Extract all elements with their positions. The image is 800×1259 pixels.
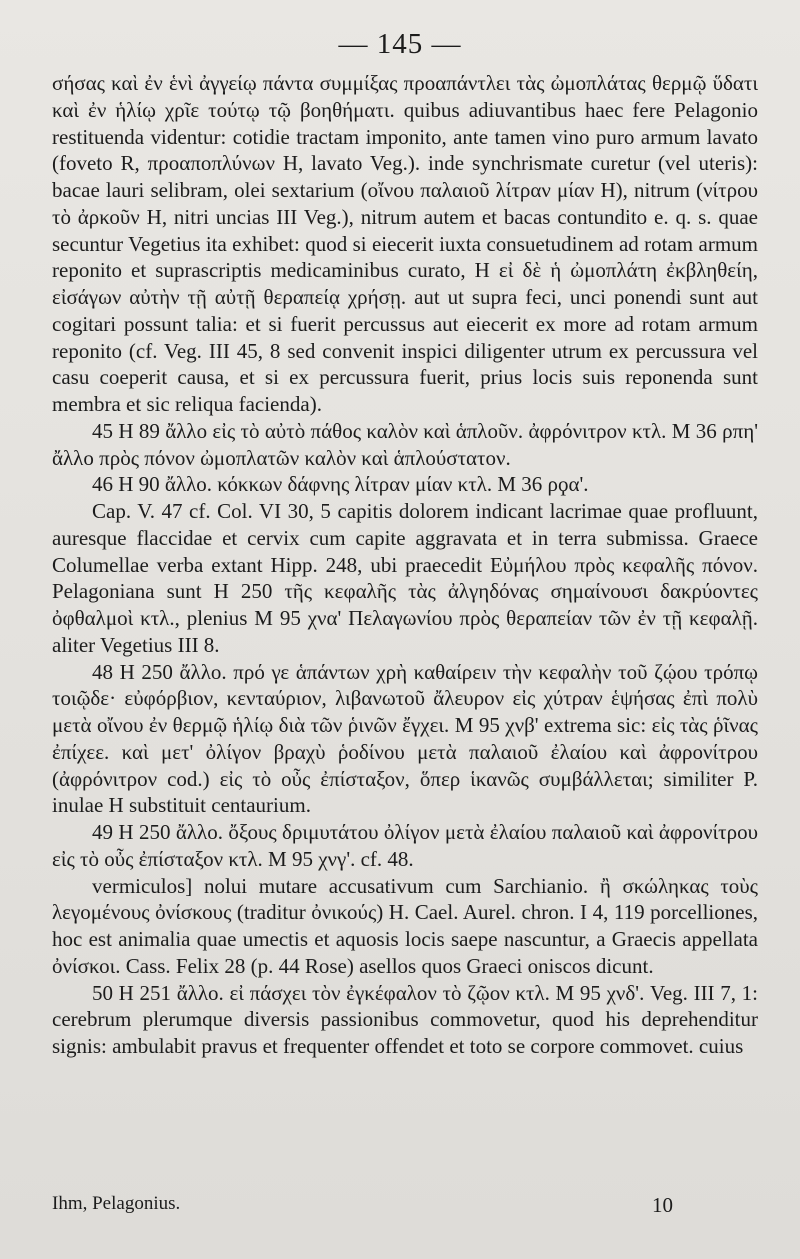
paragraph-cap-v: Cap. V. 47 cf. Col. VI 30, 5 capitis dolorem indicant lacrimae quae profluunt, auresque flaccidae et cervix cum capite aggravata et in terra submissa. Graece Columellae verba extant Hipp. 248, ubi praecedit Εὐμήλου πρὸς κεφαλῆς πόνον. Pelagoniana sunt H 250 τῆς κεφαλῆς τὰς ἀλγηδόνας σημαίνουσι δακρύοντες ὀφθαλμοὶ κτλ., plenius M 95 χνα' Πελαγωνίου πρὸς θεραπείαν τῶν ἐν τῇ κεφαλῇ. aliter Vegetius III 8. bbox=[52, 499, 758, 657]
paragraph-48: 48 H 250 ἄλλο. πρό γε ἁπάντων χρὴ καθαίρειν τὴν κεφαλὴν τοῦ ζῴου τρόπῳ τοιῷδε· εὐφόρβιον, κενταύριον, λιβανωτοῦ ἄλευρον εἰς χύτραν ἑψήσας ἐπὶ πολὺ μετὰ οἴνου ἐν θερμῷ ἡλίῳ διὰ τῶν ῥινῶν ἔγχει. M 95 χνβ' extrema sic: εἰς τὰς ῥῖνας ἐπίχεε. καὶ μετ' ὀλίγον βραχὺ ῥοδίνου μετὰ παλαιοῦ ἐλαίου καὶ ἀφρονίτρου (ἀφρόνιτρον cod.) εἰς τὸ οὖς ἐπίσταξον, ὅπερ ἱκανῶς συμβάλλεται; similiter P. inulae H substituit centaurium. bbox=[52, 659, 758, 818]
paragraph-49: 49 H 250 ἄλλο. ὄξους δριμυτάτου ὀλίγον μετὰ ἐλαίου παλαιοῦ καὶ ἀφρονίτρου εἰς τὸ οὖς ἐπίσταξον κτλ. M 95 χνγ'. cf. 48. bbox=[52, 820, 758, 871]
main-text bbox=[52, 70, 758, 1060]
page-number-header: — 145 — bbox=[338, 28, 462, 60]
page-footer bbox=[52, 1193, 758, 1215]
paragraph-1: σήσας καὶ ἐν ἑνὶ ἀγγείῳ πάντα συμμίξας προαπάντλει τὰς ὠμοπλάτας θερμῷ ὕδατι καὶ ἐν ἡλίῳ χρῖε τούτῳ τῷ βοηθήματι. quibus adiuvantibus haec fere Pelagonio restituenda videntur: cotidie tractam imponito, ante tamen vino puro armum lavato (foveto R, προαποπλύνων H, lavato Veg.). inde synchrismate curetur (vel uteris): bacae lauri selibram, olei sextarium (οἴνου παλαιοῦ λίτραν μίαν H), nitrum (νίτρου τὸ ἀρκοῦν H, nitri uncias III Veg.), nitrum autem et bacas contundito e. q. s. quae secuntur Vegetius ita exhibet: quod si eiecerit iuxta consuetudinem ad rotam armum reponito et suprascriptis medicaminibus curato, H εἰ δὲ ἡ ὠμοπλάτη ἐκβληθείη, εἰσάγων αὐτὴν τῇ αὐτῇ θεραπείᾳ χρήσῃ. aut ut supra feci, unci ponendi sunt aut cogitari possunt talia: et si fuerit percussus aut eiecerit ex more ad rotam armum reponito (cf. Veg. III 45, 8 sed convenit inspici diligenter utrum ex percussura vel casu coeperit causa, et si ex percussura fuerit, prius locis suis reponenda sunt membra et sic reliqua facienda). bbox=[52, 71, 758, 416]
paragraph-46: 46 H 90 ἄλλο. κόκκων δάφνης λίτραν μίαν κτλ. M 36 ρϙα'. bbox=[92, 472, 589, 497]
paragraph-vermiculos: vermiculos] nolui mutare accusativum cum Sarchianio. ἢ σκώληκας τοὺς λεγομένους ὀνίσκους (traditur ὀνικούς) H. Cael. Aurel. chron. I 4, 119 porcelliones, hoc est animalia quae umectis et aquosis locis saepe nascuntur, a Graecis appellata ὀνίσκοι. Cass. Felix 28 (p. 44 Rose) asellos quos Graeci oniscos dicunt. bbox=[52, 873, 758, 978]
paragraph-45: 45 H 89 ἄλλο εἰς τὸ αὐτὸ πάθος καλὸν καὶ ἁπλοῦν. ἀφρόνιτρον κτλ. M 36 ρπη' ἄλλο πρὸς πόνον ὠμοπλατῶν καλὸν καὶ ἁπλούστατον. bbox=[52, 418, 758, 470]
footer-author: Ihm, Pelagonius. bbox=[52, 1193, 181, 1214]
paragraph-50: 50 H 251 ἄλλο. εἰ πάσχει τὸν ἐγκέφαλον τὸ ζῷον κτλ. M 95 χνδ'. Veg. III 7, 1: cerebrum plerumque diversis passionibus commovetur, quod his deprehenditur signis: ambulabit pravus et frequenter offendet et toto se corpore commovet. cuius bbox=[52, 980, 758, 1058]
footer-signature-number: 10 bbox=[652, 1193, 673, 1217]
